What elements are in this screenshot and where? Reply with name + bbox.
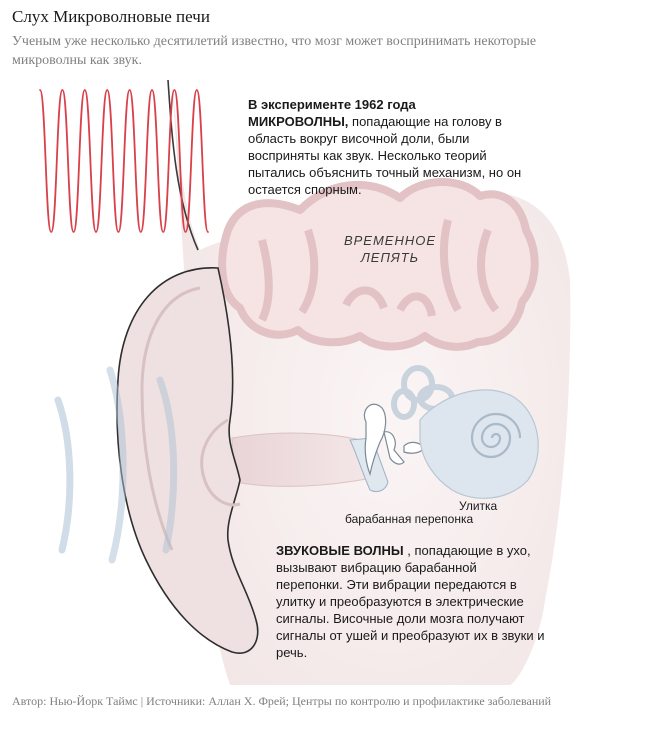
- microwave-lead: В эксперименте 1962 года: [248, 97, 416, 112]
- temporal-lobe-label-line2: ЛЕПЯТЬ: [360, 250, 420, 265]
- sound-keyword: ЗВУКОВЫЕ ВОЛНЫ: [276, 543, 404, 558]
- sound-wave-explanation: [276, 542, 546, 661]
- cochlea-label: Улитка: [459, 499, 498, 513]
- microwave-explanation: [248, 96, 538, 198]
- microwave-waves: [40, 90, 208, 232]
- page-subtitle: Ученым уже несколько десятилетий известно, что мозг может воспринимать некоторые микроволны как звук.: [12, 34, 537, 68]
- sound-body: , попадающие в ухо, вызывают вибрацию барабанной перепонки. Эти вибрации передаются в улитку и преобразуются в электрические сигналы. Височные доли мозга получают сигналы от ушей и преобразуют их в звуки и речь.: [276, 543, 545, 660]
- microwave-keyword: МИКРОВОЛНЫ,: [248, 114, 349, 129]
- source-credit: Автор: Нью-Йорк Таймс | Источники: Аллан Х. Фрей; Центры по контролю и профилактике заболеваний: [12, 694, 552, 708]
- page-title: Слух Микроволновые печи: [12, 7, 210, 26]
- eardrum-label: барабанная перепонка: [345, 512, 474, 526]
- temporal-lobe-label: [340, 232, 440, 266]
- temporal-lobe-label-line1: ВРЕМЕННОЕ: [343, 233, 437, 248]
- diagram-figure: [0, 80, 650, 685]
- microwave-body: попадающие на голову в область вокруг височной доли, были восприняты как звук. Несколько теорий пытались объяснить точный механизм, но он остается спорным.: [248, 114, 522, 197]
